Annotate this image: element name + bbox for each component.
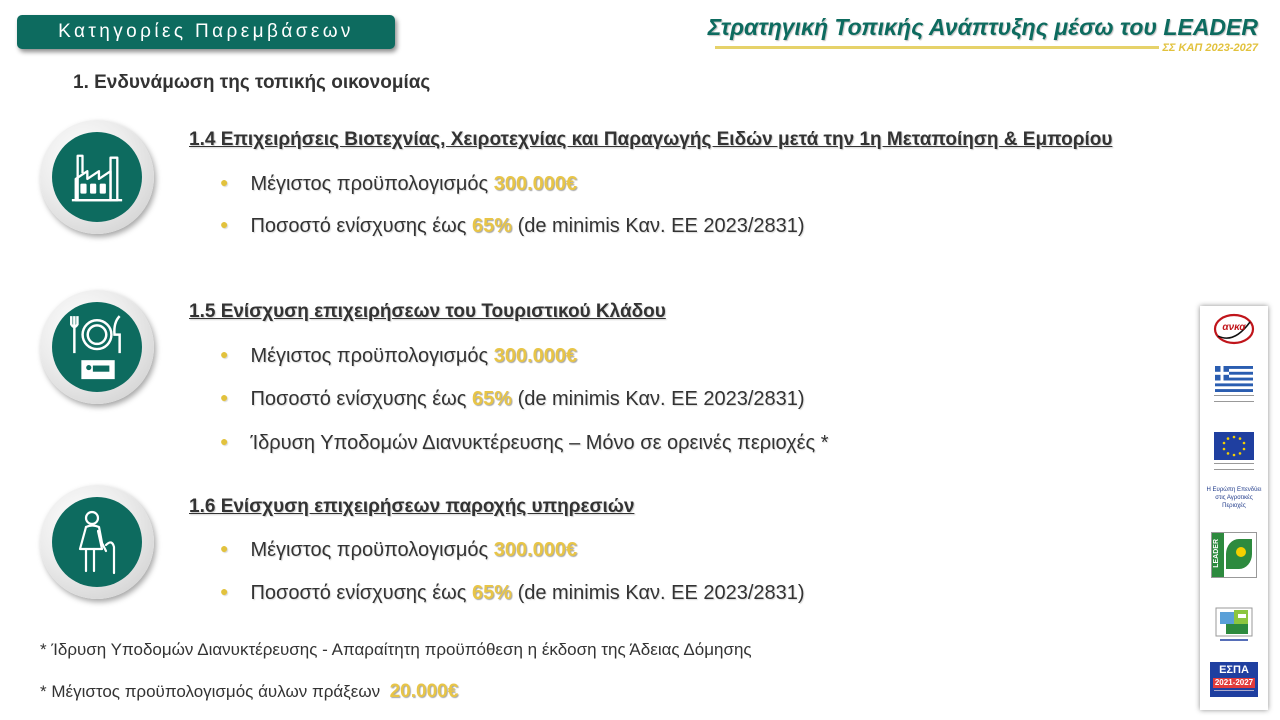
espa-logo-years: 2021-2027 [1214, 678, 1254, 687]
tourism-circle [40, 290, 154, 404]
category-badge: Κατηγορίες Παρεμβάσεων [17, 15, 395, 49]
budget-label: Μέγιστος προϋπολογισμός [250, 539, 489, 561]
bullet-dot: ● [220, 540, 229, 556]
anka-logo [1200, 312, 1268, 346]
rate-value: 65% [471, 388, 512, 410]
bullet-dot: ● [220, 174, 229, 190]
eu-flag-logo [1200, 432, 1268, 470]
greek-flag-logo [1200, 366, 1268, 402]
rate-label: Ποσοστό ενίσχυσης έως [250, 215, 467, 237]
espa-caption-line [1214, 690, 1254, 695]
budget-value: 300.000€ [493, 173, 578, 195]
espa-logo-text: ΕΣΠΑ [1219, 664, 1249, 676]
elderly-care-icon [72, 509, 122, 575]
footnote-intangible [40, 681, 458, 703]
budget-value: 300.000€ [493, 345, 578, 367]
footnote-intangible-text: * Μέγιστος προϋπολογισμός άυλων πράξεων [40, 682, 381, 701]
eu-invests-text: Η Ευρώπη Επενδύει στις Αγροτικές Περιοχές [1206, 487, 1262, 509]
ministry-caption-lines [1214, 395, 1254, 402]
clld-logo-icon [1212, 602, 1256, 642]
rate-label: Ποσοστό ενίσχυσης έως [250, 388, 467, 410]
bullet-dot: ● [220, 583, 229, 599]
item-1-4-budget [220, 173, 577, 196]
budget-value: 300.000€ [493, 539, 578, 561]
anka-logo-text: ανκα [1222, 322, 1246, 333]
header-title: Στρατηγική Τοπικής Ανάπτυξης μέσω του LEADER [707, 14, 1258, 40]
budget-label: Μέγιστος προϋπολογισμός [250, 173, 489, 195]
bullet-dot: ● [220, 389, 229, 405]
greek-flag-icon [1215, 366, 1253, 392]
leader-logo-box [1211, 532, 1257, 578]
eu-caption-lines [1214, 463, 1254, 470]
rate-value: 65% [471, 582, 512, 604]
dining-bed-icon [66, 312, 128, 382]
leader-logo-text: LEADER [1213, 539, 1220, 568]
header-subtitle: ΣΣ ΚΑΠ 2023-2027 [1159, 42, 1259, 54]
eu-flag-icon [1214, 432, 1254, 460]
logo-strip [1200, 306, 1268, 710]
leader-logo [1200, 532, 1268, 578]
rate-value: 65% [471, 215, 512, 237]
clld-logo [1200, 602, 1268, 642]
rate-note: (de minimis Καν. ΕΕ 2023/2831) [517, 388, 805, 410]
item-1-5-title: 1.5 Ενίσχυση επιχειρήσεων του Τουριστικού Κλάδου [189, 301, 666, 322]
espa-logo [1200, 662, 1268, 697]
espa-logo-box [1210, 662, 1258, 697]
item-1-4-title: 1.4 Επιχειρήσεις Βιοτεχνίας, Χειροτεχνίας και Παραγωγής Ειδών μετά την 1η Μεταποίηση & Εμπορίου [189, 129, 1113, 150]
item-1-6-title: 1.6 Ενίσχυση επιχειρήσεων παροχής υπηρεσιών [189, 496, 635, 517]
section-heading: 1. Ενδυνάμωση της τοπικής οικονομίας [73, 72, 431, 93]
factory-icon [68, 148, 126, 206]
bullet-dot: ● [220, 433, 229, 449]
item-1-5-rate [220, 388, 805, 411]
leader-logo-dot [1236, 547, 1246, 557]
item-1-6-rate [220, 582, 805, 605]
item-1-6-budget [220, 539, 577, 562]
rate-note: (de minimis Καν. ΕΕ 2023/2831) [517, 582, 805, 604]
item-1-5-budget [220, 345, 577, 368]
rate-note: (de minimis Καν. ΕΕ 2023/2831) [517, 215, 805, 237]
item-1-5-accommodation [220, 432, 829, 455]
accommodation-note: Ίδρυση Υποδομών Διανυκτέρευσης – Μόνο σε ορεινές περιοχές * [250, 432, 829, 454]
factory-circle [40, 120, 154, 234]
header-underline [715, 46, 1230, 49]
bullet-dot: ● [220, 346, 229, 362]
bullet-dot: ● [220, 216, 229, 232]
footnote-intangible-value: 20.000€ [389, 681, 459, 702]
footnote-building-permit: * Ίδρυση Υποδομών Διανυκτέρευσης - Απαραίτητη προϋπόθεση η έκδοση της Άδειας Δόμησης [40, 640, 752, 659]
item-1-4-rate [220, 215, 805, 238]
rate-label: Ποσοστό ενίσχυσης έως [250, 582, 467, 604]
budget-label: Μέγιστος προϋπολογισμός [250, 345, 489, 367]
services-circle [40, 485, 154, 599]
